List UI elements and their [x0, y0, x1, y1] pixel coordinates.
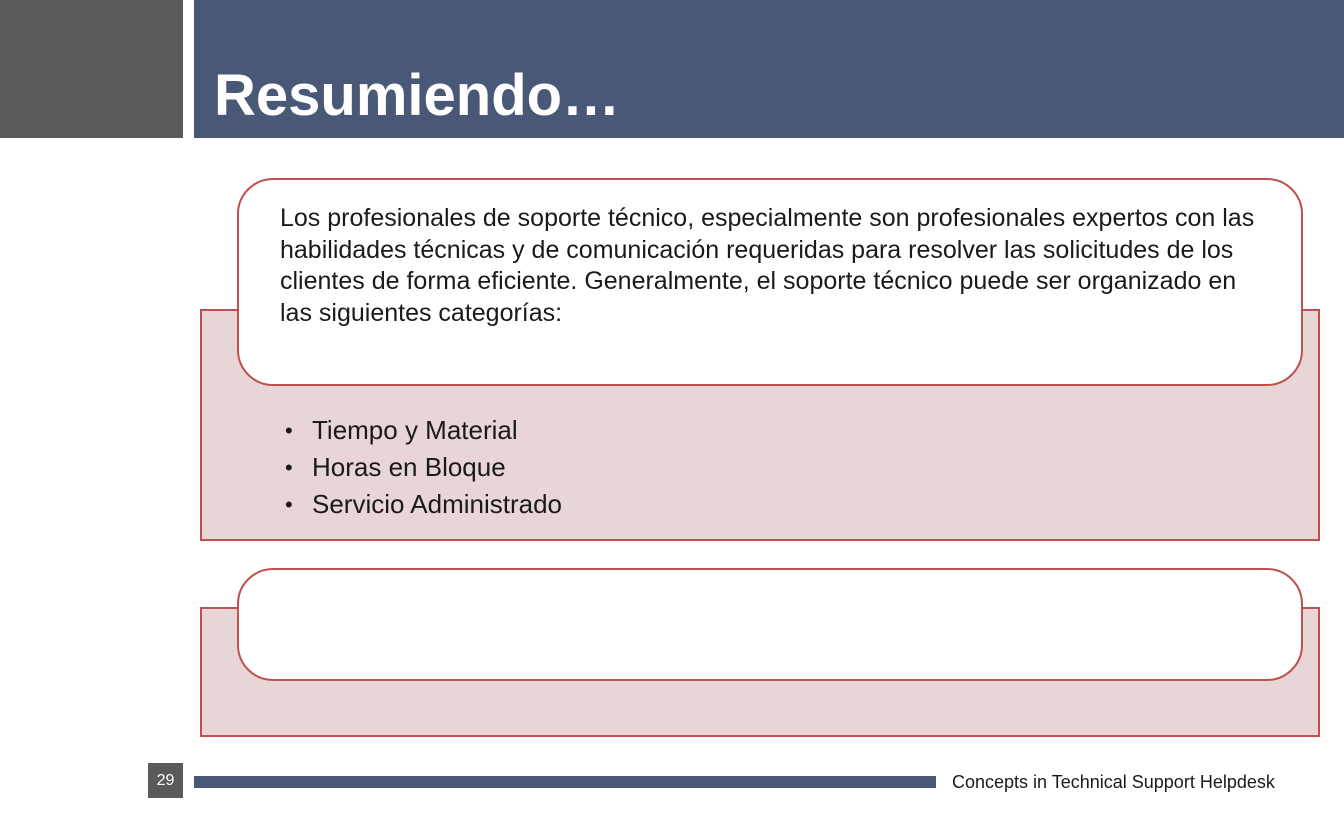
list-item-label: Horas en Bloque [312, 452, 506, 482]
page-number: 29 [148, 763, 183, 798]
list-item [285, 449, 562, 486]
empty-card [237, 568, 1303, 681]
bullet-icon: • [285, 492, 293, 517]
list-item [285, 486, 562, 523]
footer-text: Concepts in Technical Support Helpdesk [952, 772, 1275, 792]
list-item [285, 412, 562, 449]
list-item-label: Servicio Administrado [312, 489, 562, 519]
category-list [285, 412, 562, 523]
footer-bar [194, 776, 936, 788]
summary-card [237, 178, 1303, 386]
summary-text: Los profesionales de soporte técnico, especialmente son profesionales expertos con las habilidades técnicas y de comunicación requeridas para resolver las solicitudes de los clientes de forma eficiente. Generalmente, el soporte técnico puede ser organizado en las siguientes categorías: [280, 204, 1255, 327]
slide-title: Resumiendo… [214, 63, 621, 128]
bullet-icon: • [285, 455, 293, 480]
bullet-icon: • [285, 418, 293, 443]
list-item-label: Tiempo y Material [312, 415, 518, 445]
corner-block [0, 0, 183, 138]
